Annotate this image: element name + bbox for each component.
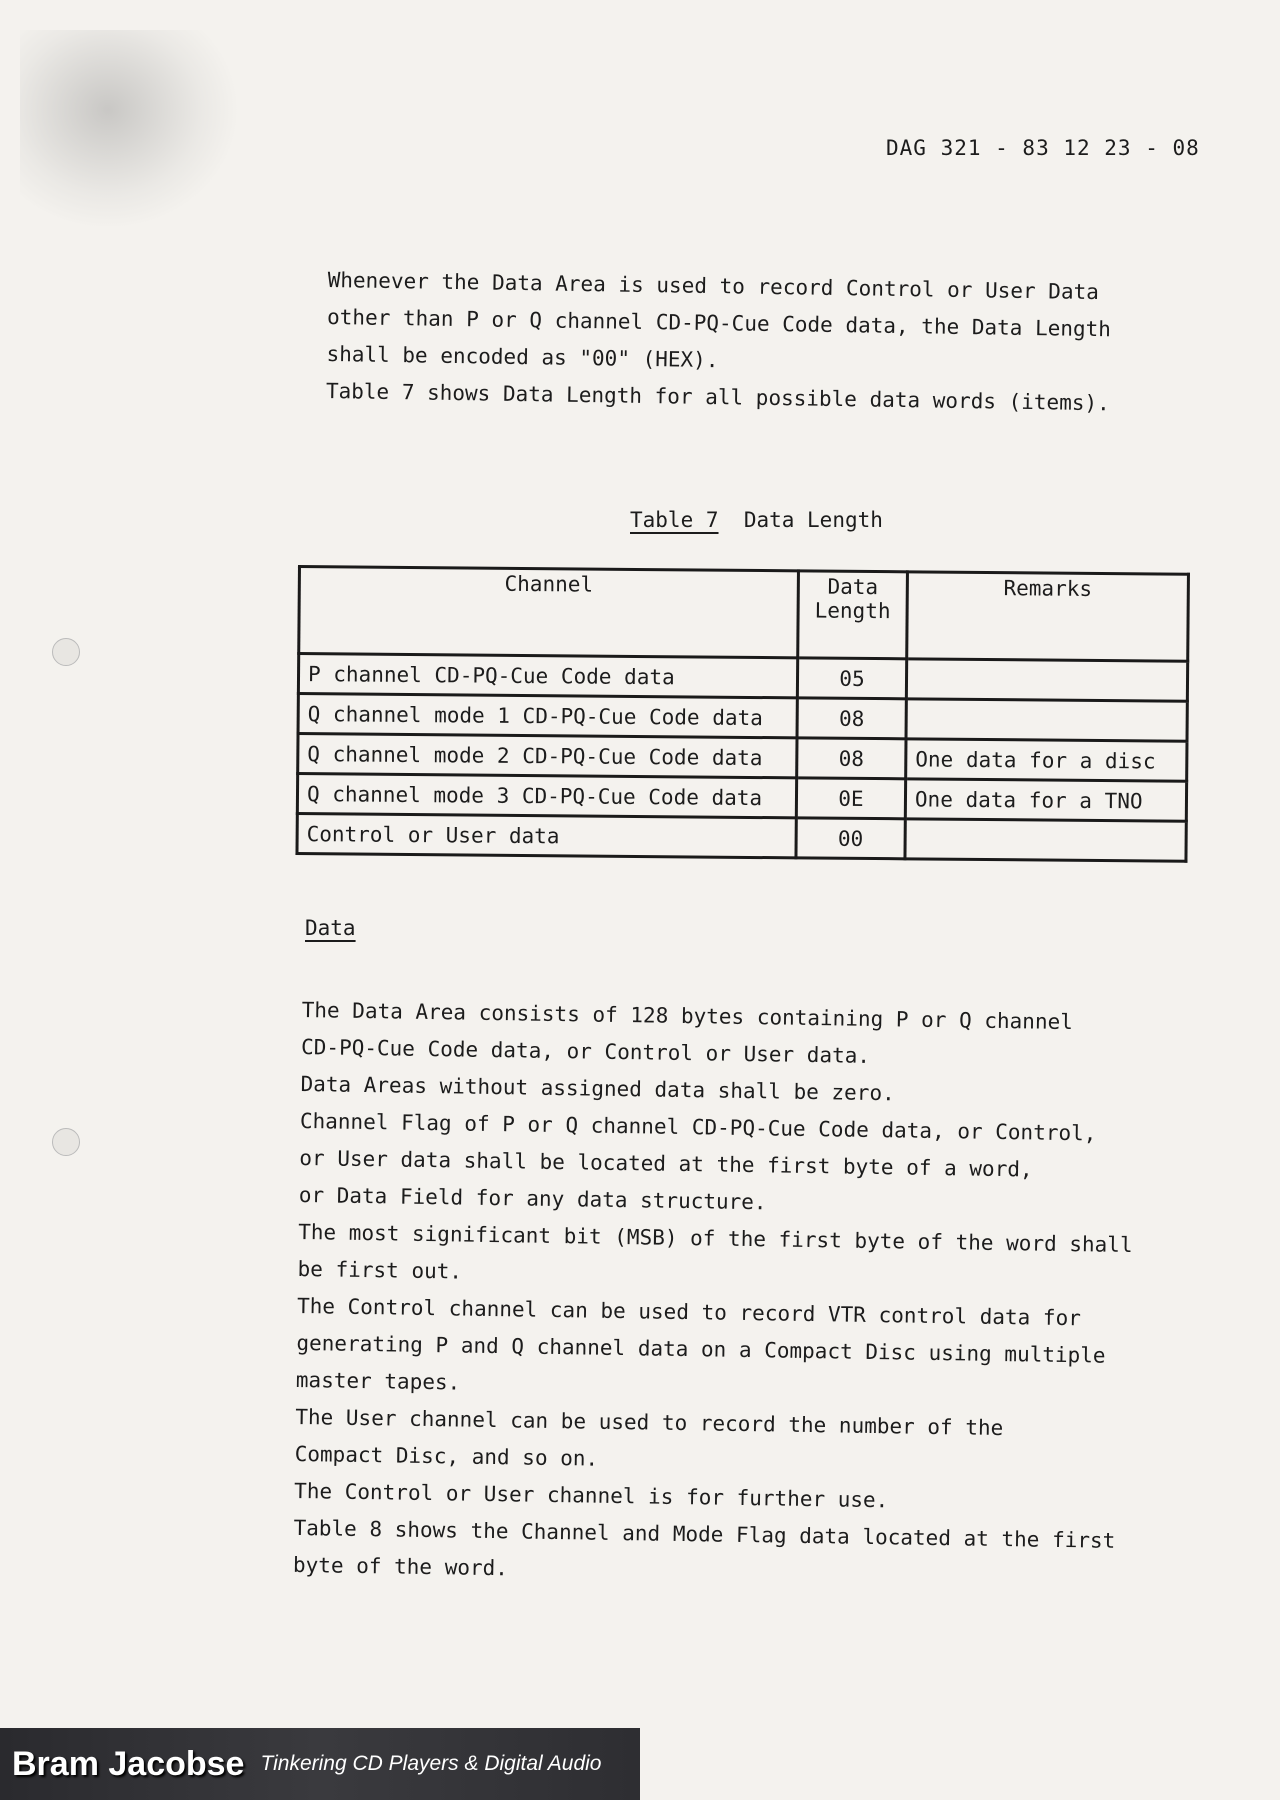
cell-remarks: One data for a disc (906, 739, 1187, 781)
cell-channel: Control or User data (297, 814, 796, 858)
text-line: The Control or User channel is for further use. (293, 1478, 889, 1513)
cell-data-length: 00 (796, 818, 905, 859)
text-line: shall be encoded as "00" (HEX). (326, 341, 719, 373)
cell-remarks (906, 659, 1187, 701)
text-line: The most significant bit (MSB) of the first byte of the word shall (298, 1219, 1133, 1258)
header-remarks: Remarks (907, 572, 1189, 661)
cell-data-length: 08 (797, 698, 906, 739)
text-line: master tapes. (295, 1367, 461, 1395)
data-length-table (295, 565, 1189, 863)
intro-paragraph (326, 262, 1112, 422)
text-line: be first out. (297, 1256, 463, 1284)
cell-channel: Q channel mode 2 CD-PQ-Cue Code data (298, 734, 797, 778)
header-channel: Channel (299, 567, 799, 658)
text-line: or User data shall be located at the first byte of a word, (299, 1145, 1033, 1182)
section-paragraph (293, 992, 1137, 1597)
table-header-row (299, 567, 1189, 662)
document-id: DAG 321 - 83 12 23 - 08 (886, 136, 1200, 160)
punch-hole (52, 638, 80, 666)
header-data-length: Data Length (798, 571, 908, 659)
text-line: other than P or Q channel CD-PQ-Cue Code data, the Data Length (326, 304, 1112, 342)
cell-channel: P channel CD-PQ-Cue Code data (298, 654, 797, 698)
section-heading: Data (305, 916, 356, 940)
cell-data-length: 05 (797, 658, 906, 699)
table-title: Data Length (743, 508, 883, 532)
text-line: The User channel can be used to record the number of the (295, 1404, 1004, 1441)
punch-hole (52, 1128, 80, 1156)
cell-remarks (906, 699, 1187, 741)
cell-data-length: 08 (797, 738, 906, 779)
table-row (297, 814, 1186, 862)
text-line: Table 8 shows the Channel and Mode Flag data located at the first (293, 1515, 1116, 1553)
text-line: Table 7 shows Data Length for all possible data words (items). (325, 378, 1110, 416)
text-line: byte of the word. (292, 1552, 509, 1581)
text-line: The Data Area consists of 128 bytes containing P or Q channel (301, 997, 1074, 1035)
text-line: Channel Flag of P or Q channel CD-PQ-Cue Code data, or Control, (299, 1108, 1097, 1146)
cell-channel: Q channel mode 3 CD-PQ-Cue Code data (297, 774, 796, 818)
scan-smudge (20, 30, 240, 230)
watermark-banner (0, 1728, 640, 1800)
cell-remarks: One data for a TNO (905, 779, 1186, 821)
table-caption (630, 508, 883, 532)
text-line: or Data Field for any data structure. (298, 1182, 767, 1215)
text-line: CD-PQ-Cue Code data, or Control or User data. (300, 1034, 871, 1068)
watermark-tagline: Tinkering CD Players & Digital Audio (260, 1752, 602, 1775)
text-line: Compact Disc, and so on. (294, 1441, 599, 1471)
table-number: Table 7 (630, 508, 719, 532)
text-line: Whenever the Data Area is used to record Control or User Data (327, 267, 1100, 305)
cell-channel: Q channel mode 1 CD-PQ-Cue Code data (298, 694, 797, 738)
text-line: The Control channel can be used to record VTR control data for (296, 1293, 1082, 1331)
cell-data-length: 0E (796, 778, 905, 819)
cell-remarks (905, 819, 1186, 861)
watermark-name: Bram Jacobse (12, 1744, 245, 1783)
text-line: generating P and Q channel data on a Compact Disc using multiple (296, 1330, 1106, 1368)
text-line: Data Areas without assigned data shall be zero. (300, 1071, 895, 1106)
